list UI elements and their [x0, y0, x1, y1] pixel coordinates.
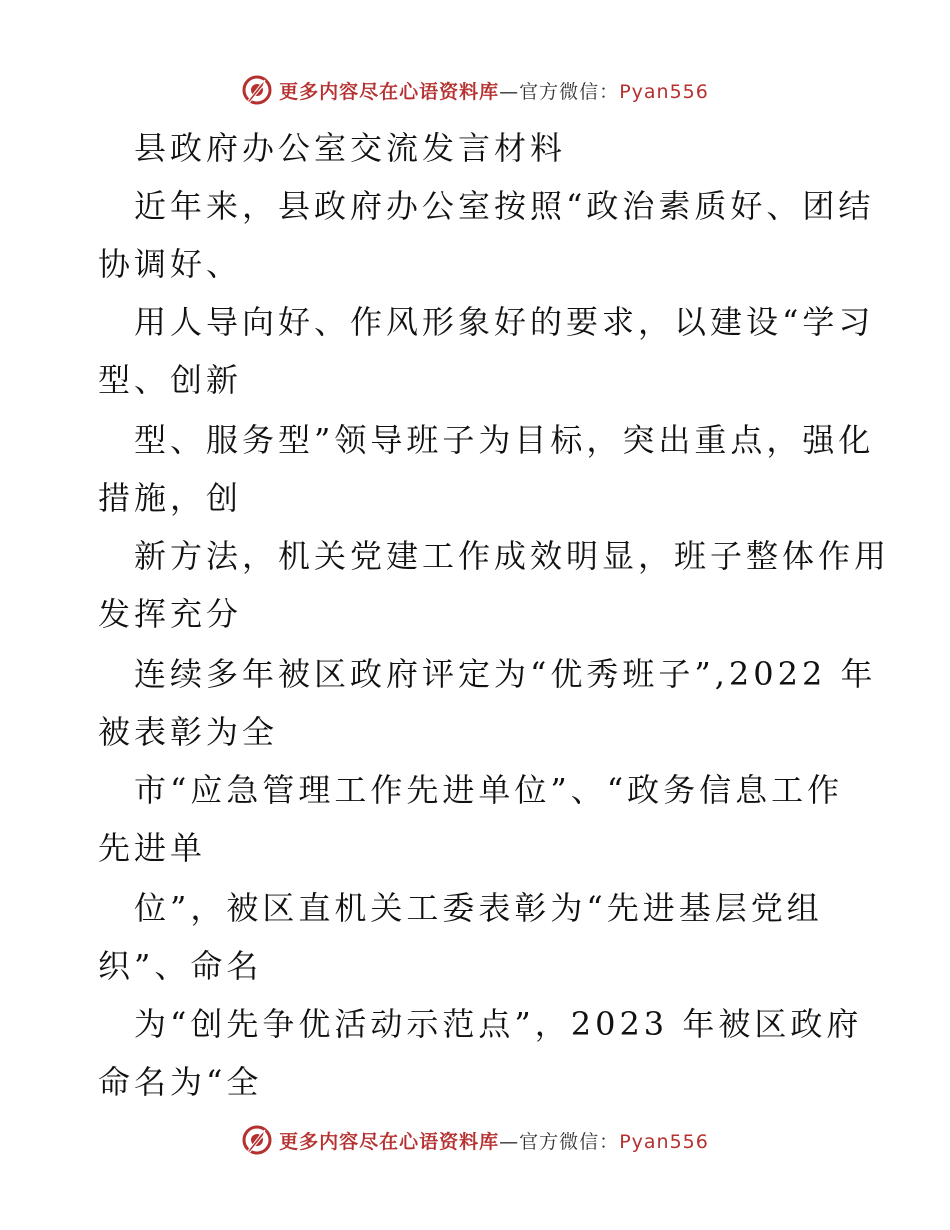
- header-watermark: [0, 70, 950, 110]
- paragraph-line: 位”，被区直机关工委表彰为“先进基层党组: [134, 889, 823, 927]
- watermark-dash: —: [499, 1130, 520, 1153]
- document-title: 县政府办公室交流发言材料: [134, 129, 567, 167]
- paragraph-line: 用人导向好、作风形象好的要求，以建设“学习: [134, 303, 875, 341]
- paragraph-line: 措施，创: [98, 479, 243, 517]
- paragraph-line: 织”、命名: [98, 947, 263, 985]
- footer-watermark: [0, 1120, 950, 1160]
- watermark-wechat-id: Pyan556: [619, 1130, 709, 1153]
- watermark-label: 官方微信：: [519, 1130, 620, 1153]
- watermark-text: [279, 77, 709, 104]
- watermark-text: [279, 1127, 709, 1154]
- paragraph-line: 协调好、: [98, 245, 243, 283]
- watermark-label: 官方微信：: [519, 80, 620, 103]
- paragraph-line: 市“应急管理工作先进单位”、“政务信息工作: [134, 771, 844, 809]
- paragraph-line: 先进单: [98, 829, 207, 867]
- quill-logo-icon: [241, 1124, 273, 1156]
- watermark-brand: 更多内容尽在心语资料库: [279, 1130, 500, 1153]
- watermark-brand: 更多内容尽在心语资料库: [279, 80, 500, 103]
- paragraph-line: 连续多年被区政府评定为“优秀班子”,2022 年: [134, 655, 877, 693]
- watermark-wechat-id: Pyan556: [619, 80, 709, 103]
- paragraph-line: 命名为“全: [98, 1063, 263, 1101]
- paragraph-line: 近年来，县政府办公室按照“政治素质好、团结: [134, 187, 875, 225]
- quill-logo-icon: [241, 74, 273, 106]
- paragraph-line: 被表彰为全: [98, 713, 279, 751]
- paragraph-line: 型、创新: [98, 361, 243, 399]
- watermark-dash: —: [499, 80, 520, 103]
- paragraph-line: 为“创先争优活动示范点”，2023 年被区政府: [134, 1005, 863, 1043]
- paragraph-line: 发挥充分: [98, 595, 243, 633]
- paragraph-line: 型、服务型”领导班子为目标，突出重点，强化: [134, 421, 875, 459]
- paragraph-line: 新方法，机关党建工作成效明显，班子整体作用: [134, 537, 891, 575]
